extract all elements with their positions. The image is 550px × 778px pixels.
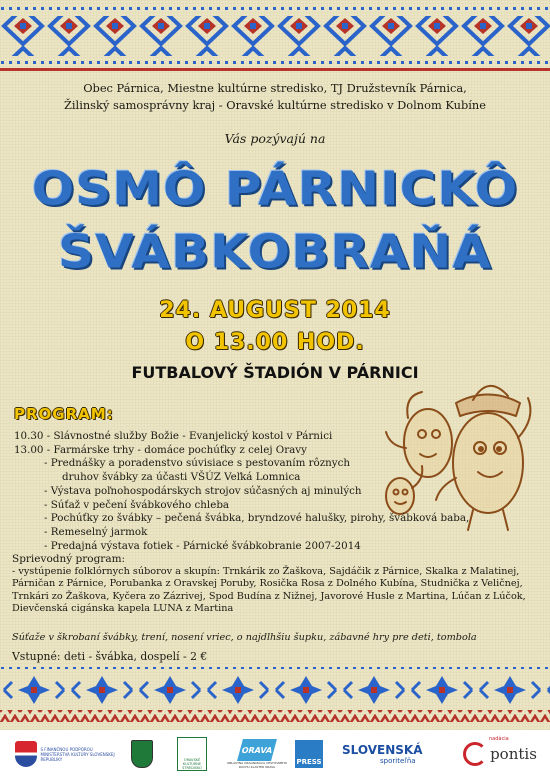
regional-press-logo: [294, 734, 324, 774]
program-item: - Výstava poľnohospodárskych strojov súčasných aj minulých: [44, 484, 362, 497]
program-list: [14, 430, 470, 553]
secondary-program-line: Dievčenská cigánska kapela LUNA z Martina: [12, 603, 234, 615]
event-date: 24. AUGUST 2014: [159, 298, 391, 323]
program-item: - Predajná výstava fotiek - Párnické švábkobranie 2007-2014: [44, 539, 361, 552]
orava-logo-mark: ORAVA: [237, 739, 277, 761]
press-logo-text: PRESS: [295, 740, 323, 768]
program-item: 13.00 - Farmárske trhy - domáce pochúťky z celej Oravy: [14, 443, 307, 456]
competitions-text: Súťaže v škrobaní švábky, trení, nosení vriec, o najdlhšiu šupku, zábavné hry pre deti, tombola: [12, 632, 477, 643]
title-line-1: OSMÔ PÁRNICKÔ: [31, 162, 519, 216]
event-time: O 13.00 HOD.: [185, 330, 365, 355]
embroidery-border-bottom: [0, 630, 550, 725]
secondary-program-line: Párničan z Párnice, Porubanka z Oravskej Poruby, Rosička Rosa z Dolného Kubína, Studnička z Veličnej,: [12, 578, 523, 590]
pontis-logo: [455, 734, 545, 774]
program-item: - Prednášky a poradenstvo súvisiace s pestovaním rôznych: [44, 457, 351, 470]
pontis-swirl-icon: [463, 742, 487, 766]
program-item: - Pochúťky zo švábky – pečená švábka, bryndzové halušky, pirohy, švábková baba,: [44, 512, 470, 525]
okk-logo-text: ORAVSKÉ KULTÚRNE STREDISKO: [182, 758, 202, 770]
parnica-crest-logo: [130, 734, 154, 774]
secondary-program-line: - vystúpenie folklórnych súborov a skupín: Trnkárik zo Žaškova, Sajdáčik z Párnice, Skalka z Malatinej,: [12, 565, 520, 577]
sls-logo-name: SLOVENSKÁ: [342, 743, 423, 757]
invite-text: Vás pozývajú na: [224, 131, 326, 146]
ministry-logo: [10, 734, 125, 774]
slovak-crest-icon: [15, 741, 37, 767]
organizers-line-1: Obec Párnica, Miestne kultúrne stredisko, TJ Družstevník Párnica,: [83, 81, 467, 95]
organizers-line-2: Žilinský samosprávny kraj - Oravské kultúrne stredisko v Dolnom Kubíne: [64, 98, 486, 112]
entry-fee: Vstupné: deti - švábka, dospelí - 2 €: [12, 650, 208, 663]
secondary-program-line: Trnkári zo Žaškova, Kyčera zo Zázrivej, Spod Budína z Nižnej, Javorové Husle z Martina, Lúčan z Lúčok,: [12, 590, 526, 602]
orava-logo-subtext: OBLASTNÁ ORGANIZÁCIA CESTOVNÉHO RUCHU KLASTER ORAVA: [226, 761, 288, 769]
slovenska-sporitelna-logo: [342, 734, 437, 774]
program-item: 10.30 - Slávnostné služby Božie - Evanjelický kostol v Párnici: [14, 430, 333, 442]
embroidery-border-top: [0, 6, 550, 76]
pontis-logo-pre: nadácia: [489, 736, 509, 742]
sls-logo-sub: sporiteľňa: [380, 757, 416, 765]
program-item: druhov švábky za účasti VŠÚZ Veľká Lomnica: [62, 471, 301, 484]
secondary-program-title: Sprievodný program:: [12, 553, 126, 565]
shield-icon: [131, 740, 153, 768]
title-line-2: ŠVÁBKOBRAŇÁ: [58, 225, 492, 279]
ministry-logo-text: S FINANČNOU PODPOROU MINISTERSTVA KULTÚRY SLOVENSKEJ REPUBLIKY: [40, 746, 115, 762]
organizers-block: [30, 80, 520, 114]
sponsor-logos: [0, 730, 550, 778]
secondary-program: [12, 553, 532, 616]
program-item: - Súťaž v pečení švábkového chleba: [44, 498, 230, 511]
pontis-logo-name: pontis: [490, 745, 537, 763]
program-heading: PROGRAM:: [14, 405, 114, 423]
okk-logo: [175, 734, 209, 774]
program-item: - Remeselný jarmok: [44, 525, 148, 538]
orava-logo: [222, 734, 292, 774]
event-venue: FUTBALOVÝ ŠTADIÓN V PÁRNICI: [131, 363, 419, 382]
